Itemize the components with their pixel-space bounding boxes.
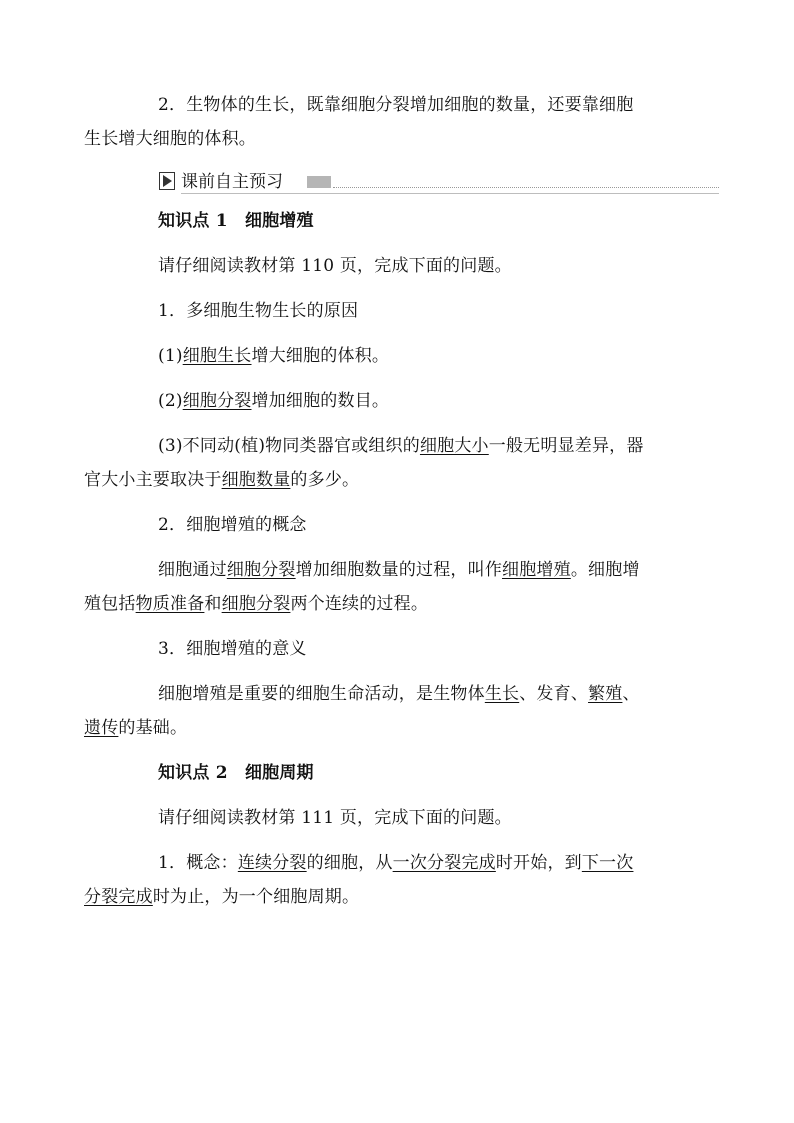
- text-span: 时为止，为一个细胞周期。: [152, 887, 360, 907]
- k1-item-3-title: 3．细胞增殖的意义: [158, 639, 307, 659]
- banner-block-decoration: [307, 176, 331, 188]
- knowledge-point-2-heading: 知识点 2 细胞周期: [158, 763, 314, 783]
- knowledge-point-1-heading: 知识点 1 细胞增殖: [158, 211, 314, 231]
- blank-answer: 物质准备: [135, 594, 205, 614]
- text-span: 两个连续的过程。: [290, 594, 429, 614]
- blank-answer: 遗传: [84, 718, 119, 738]
- k1-item-2-title: 2．细胞增殖的概念: [158, 515, 307, 535]
- banner-underline-rule: [181, 193, 719, 194]
- k1-instruction: 请仔细阅读教材第 110 页，完成下面的问题。: [158, 256, 512, 276]
- play-arrow-icon: [159, 172, 175, 190]
- text-span: 的细胞，从: [306, 853, 393, 873]
- blank-answer: 下一次: [581, 853, 634, 873]
- blank-answer: 细胞分裂: [182, 391, 252, 411]
- blank-answer: 一次分裂完成: [392, 853, 496, 873]
- blank-answer: 细胞分裂: [226, 560, 296, 580]
- text-span: 增加细胞的数目。: [251, 391, 390, 411]
- text-span: 细胞增殖是重要的细胞生命活动，是生物体: [158, 684, 485, 704]
- document-body: [84, 88, 681, 914]
- blank-answer: 连续分裂: [237, 853, 307, 873]
- text-span: 1．概念：: [158, 853, 238, 873]
- k2-definition: [84, 846, 681, 914]
- text-span: 官大小主要取决于: [84, 470, 222, 490]
- blank-answer: 细胞分裂: [221, 594, 291, 614]
- blank-answer: 细胞增殖: [502, 560, 571, 580]
- blank-answer: 分裂完成: [84, 887, 153, 907]
- blank-answer: 细胞生长: [182, 346, 252, 366]
- text-span: 增加细胞数量的过程，叫作: [295, 560, 503, 580]
- text-span: (1): [158, 346, 183, 366]
- intro-line-2: 生长增大细胞的体积。: [84, 129, 256, 149]
- text-span: (3)不同动(植)物同类器官或组织的: [158, 436, 420, 456]
- text-span: 一般无明显差异，器: [488, 436, 644, 456]
- text-span: 。细胞增: [570, 560, 640, 580]
- text-span: 和: [204, 594, 222, 614]
- blank-answer: 生长: [484, 684, 520, 704]
- blank-answer: 细胞大小: [419, 436, 489, 456]
- blank-answer: 细胞数量: [221, 470, 291, 490]
- k1-meaning: [84, 677, 681, 745]
- section-title: 课前自主预习: [181, 172, 283, 192]
- intro-paragraph: [84, 88, 681, 156]
- text-span: 、发育、: [519, 684, 589, 704]
- k1-sub-2: [121, 384, 681, 418]
- banner-dotted-rule: [333, 187, 719, 188]
- section-banner: [159, 170, 719, 194]
- text-span: 细胞通过: [158, 560, 227, 580]
- k1-sub-1: [121, 339, 681, 373]
- k2-instruction: 请仔细阅读教材第 111 页，完成下面的问题。: [158, 808, 512, 828]
- text-span: (2): [158, 391, 183, 411]
- text-span: 时开始，到: [495, 853, 582, 873]
- intro-line-1: 2．生物体的生长，既靠细胞分裂增加细胞的数量，还要靠细胞: [158, 95, 634, 115]
- text-span: 的基础。: [118, 718, 188, 738]
- blank-answer: 繁殖: [588, 684, 623, 704]
- k1-concept: [84, 553, 681, 621]
- text-span: 增大细胞的体积。: [251, 346, 390, 366]
- k1-sub-3: [84, 429, 681, 497]
- text-span: 殖包括: [84, 594, 136, 614]
- text-span: 、: [622, 684, 640, 704]
- k1-item-1-title: 1．多细胞生物生长的原因: [158, 301, 359, 321]
- text-span: 的多少。: [290, 470, 360, 490]
